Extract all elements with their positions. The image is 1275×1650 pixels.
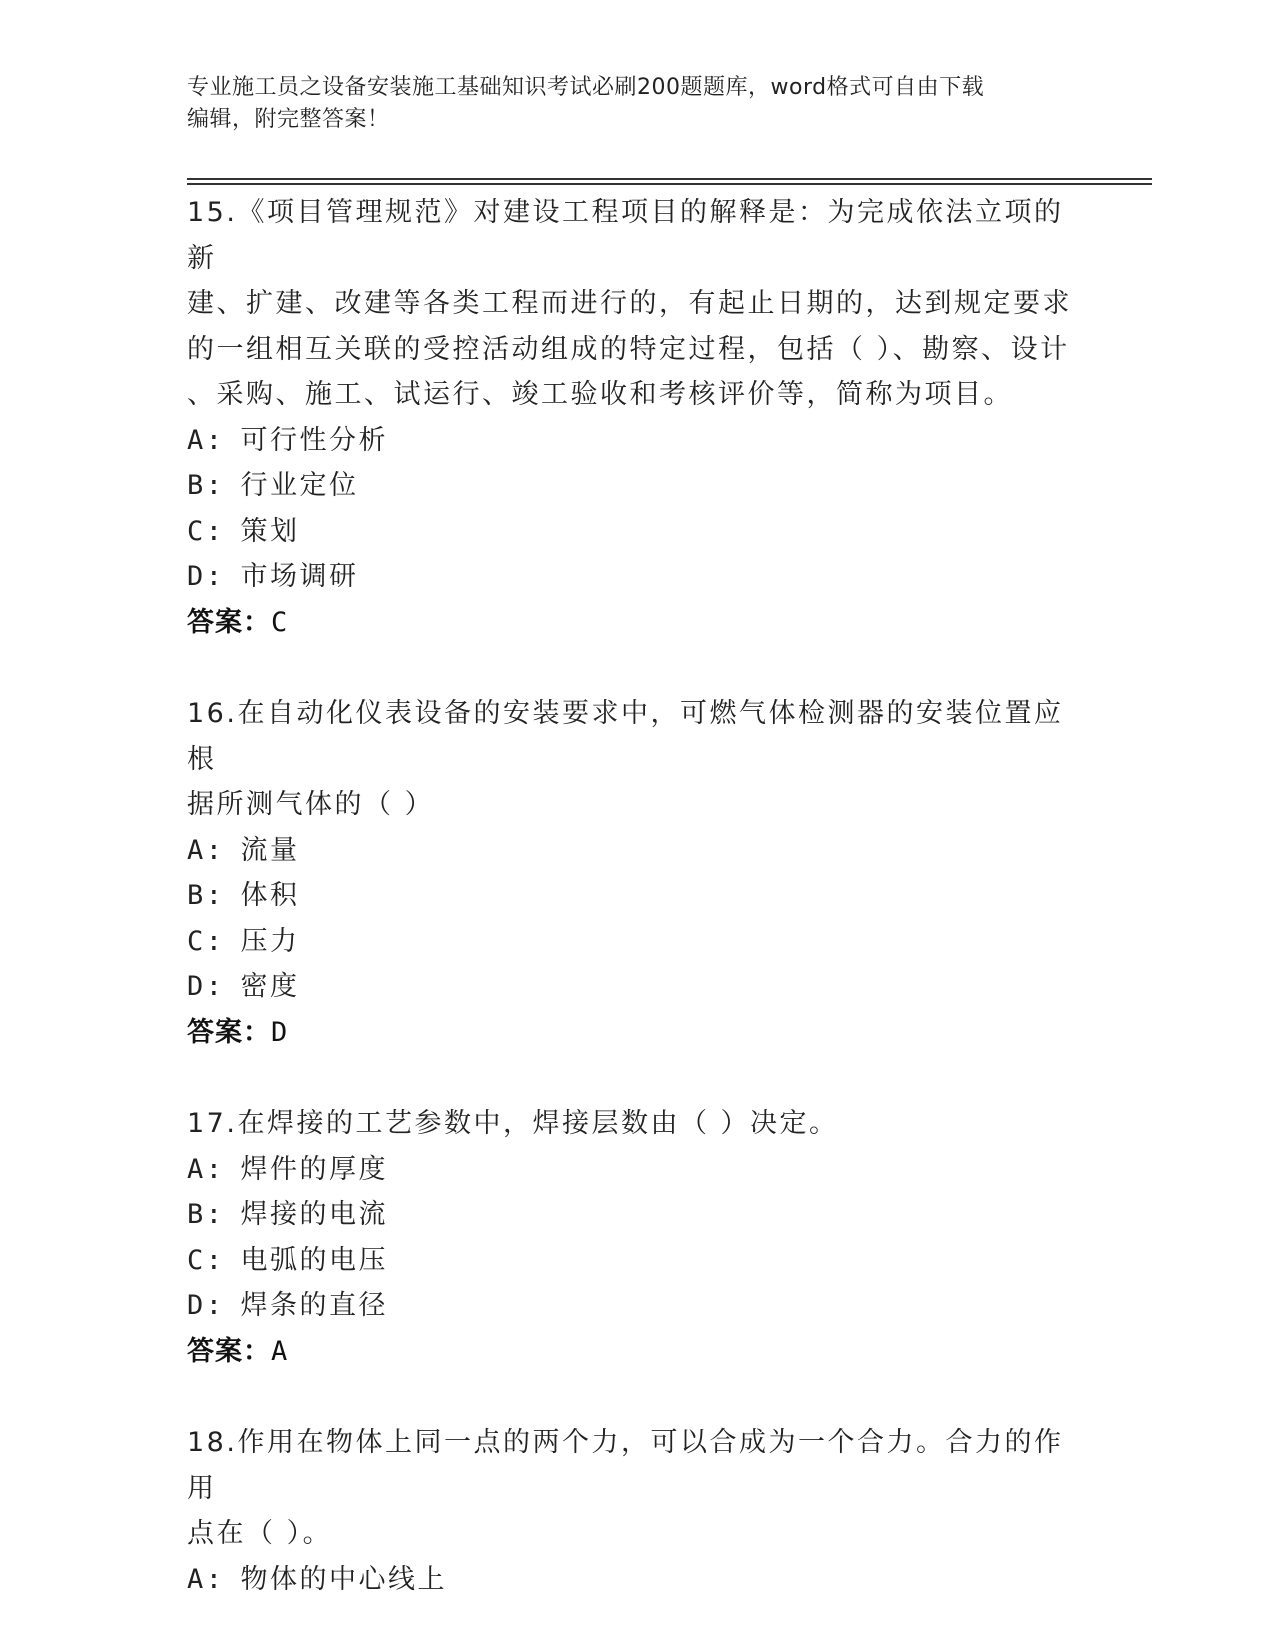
option-d (187, 964, 1087, 1010)
option-b (187, 873, 1087, 919)
option-text: 电弧的电压 (240, 1244, 389, 1276)
option-d (187, 554, 1087, 600)
option-text: 压力 (240, 925, 300, 957)
option-letter: D: (187, 1290, 225, 1321)
option-letter: D: (187, 971, 225, 1002)
answer-value: C (271, 606, 289, 638)
question-18 (187, 1420, 1087, 1602)
option-letter: A: (187, 1153, 225, 1185)
question-stem (187, 190, 1087, 418)
option-c (187, 919, 1087, 965)
question-stem (187, 691, 1087, 828)
option-a (187, 828, 1087, 874)
option-letter: B: (187, 880, 225, 911)
answer-value: D (271, 1016, 289, 1048)
option-b (187, 463, 1087, 509)
answer-line (187, 1329, 1087, 1375)
option-c (187, 1238, 1087, 1284)
option-text: 密度 (240, 971, 300, 1002)
answer-label: 答案： (187, 1335, 271, 1367)
option-text: 物体的中心线上 (240, 1563, 448, 1595)
stem-line: 16.在自动化仪表设备的安装要求中，可燃气体检测器的安装位置应根 (187, 698, 1064, 775)
option-a (187, 418, 1087, 464)
option-a (187, 1557, 1087, 1603)
option-c (187, 509, 1087, 555)
option-a (187, 1147, 1087, 1193)
stem-line: 据所测气体的（ ） (187, 789, 435, 820)
stem-line: 15.《项目管理规范》对建设工程项目的解释是：为完成依法立项的新 (187, 197, 1064, 274)
option-letter: B: (187, 470, 225, 501)
header-line-1: 专业施工员之设备安装施工基础知识考试必刷200题题库，word格式可自由下载 (187, 75, 985, 100)
option-text: 焊接的电流 (240, 1199, 389, 1230)
option-letter: A: (187, 424, 225, 456)
answer-line (187, 600, 1087, 646)
question-stem (187, 1101, 1087, 1147)
header-line-2: 编辑，附完整答案！ (187, 107, 390, 132)
option-letter: D: (187, 561, 225, 592)
document-header (187, 72, 1077, 136)
option-letter: B: (187, 1199, 225, 1230)
stem-line: 的一组相互关联的受控活动组成的特定过程，包括（ ）、勘察、设计 (187, 333, 1070, 365)
question-15 (187, 190, 1087, 645)
header-divider-bottom (187, 183, 1152, 185)
header-divider-top (187, 178, 1152, 180)
option-text: 焊条的直径 (240, 1290, 389, 1321)
option-letter: A: (187, 834, 225, 866)
option-text: 行业定位 (240, 470, 359, 501)
option-text: 流量 (240, 834, 300, 866)
answer-label: 答案： (187, 1016, 271, 1048)
question-list (187, 190, 1087, 1648)
option-text: 可行性分析 (240, 424, 389, 456)
option-text: 市场调研 (240, 561, 359, 592)
answer-line (187, 1010, 1087, 1056)
option-b (187, 1192, 1087, 1238)
option-letter: C: (187, 515, 225, 547)
option-text: 体积 (240, 880, 300, 911)
stem-line: 18.作用在物体上同一点的两个力，可以合成为一个合力。合力的作用 (187, 1427, 1064, 1504)
option-d (187, 1283, 1087, 1329)
question-16 (187, 691, 1087, 1055)
question-stem (187, 1420, 1087, 1557)
answer-value: A (271, 1335, 289, 1367)
stem-line: 17.在焊接的工艺参数中，焊接层数由（ ）决定。 (187, 1108, 839, 1139)
stem-line: 点在（ ）。 (187, 1518, 333, 1549)
stem-line: 建、扩建、改建等各类工程而进行的，有起止日期的，达到规定要求 (187, 288, 1072, 319)
option-letter: C: (187, 925, 225, 957)
option-letter: C: (187, 1244, 225, 1276)
stem-line: 、采购、施工、试运行、竣工验收和考核评价等，简称为项目。 (187, 379, 1013, 410)
option-text: 策划 (240, 515, 300, 547)
option-letter: A: (187, 1563, 225, 1595)
option-text: 焊件的厚度 (240, 1153, 389, 1185)
question-17 (187, 1101, 1087, 1374)
answer-label: 答案： (187, 606, 271, 638)
